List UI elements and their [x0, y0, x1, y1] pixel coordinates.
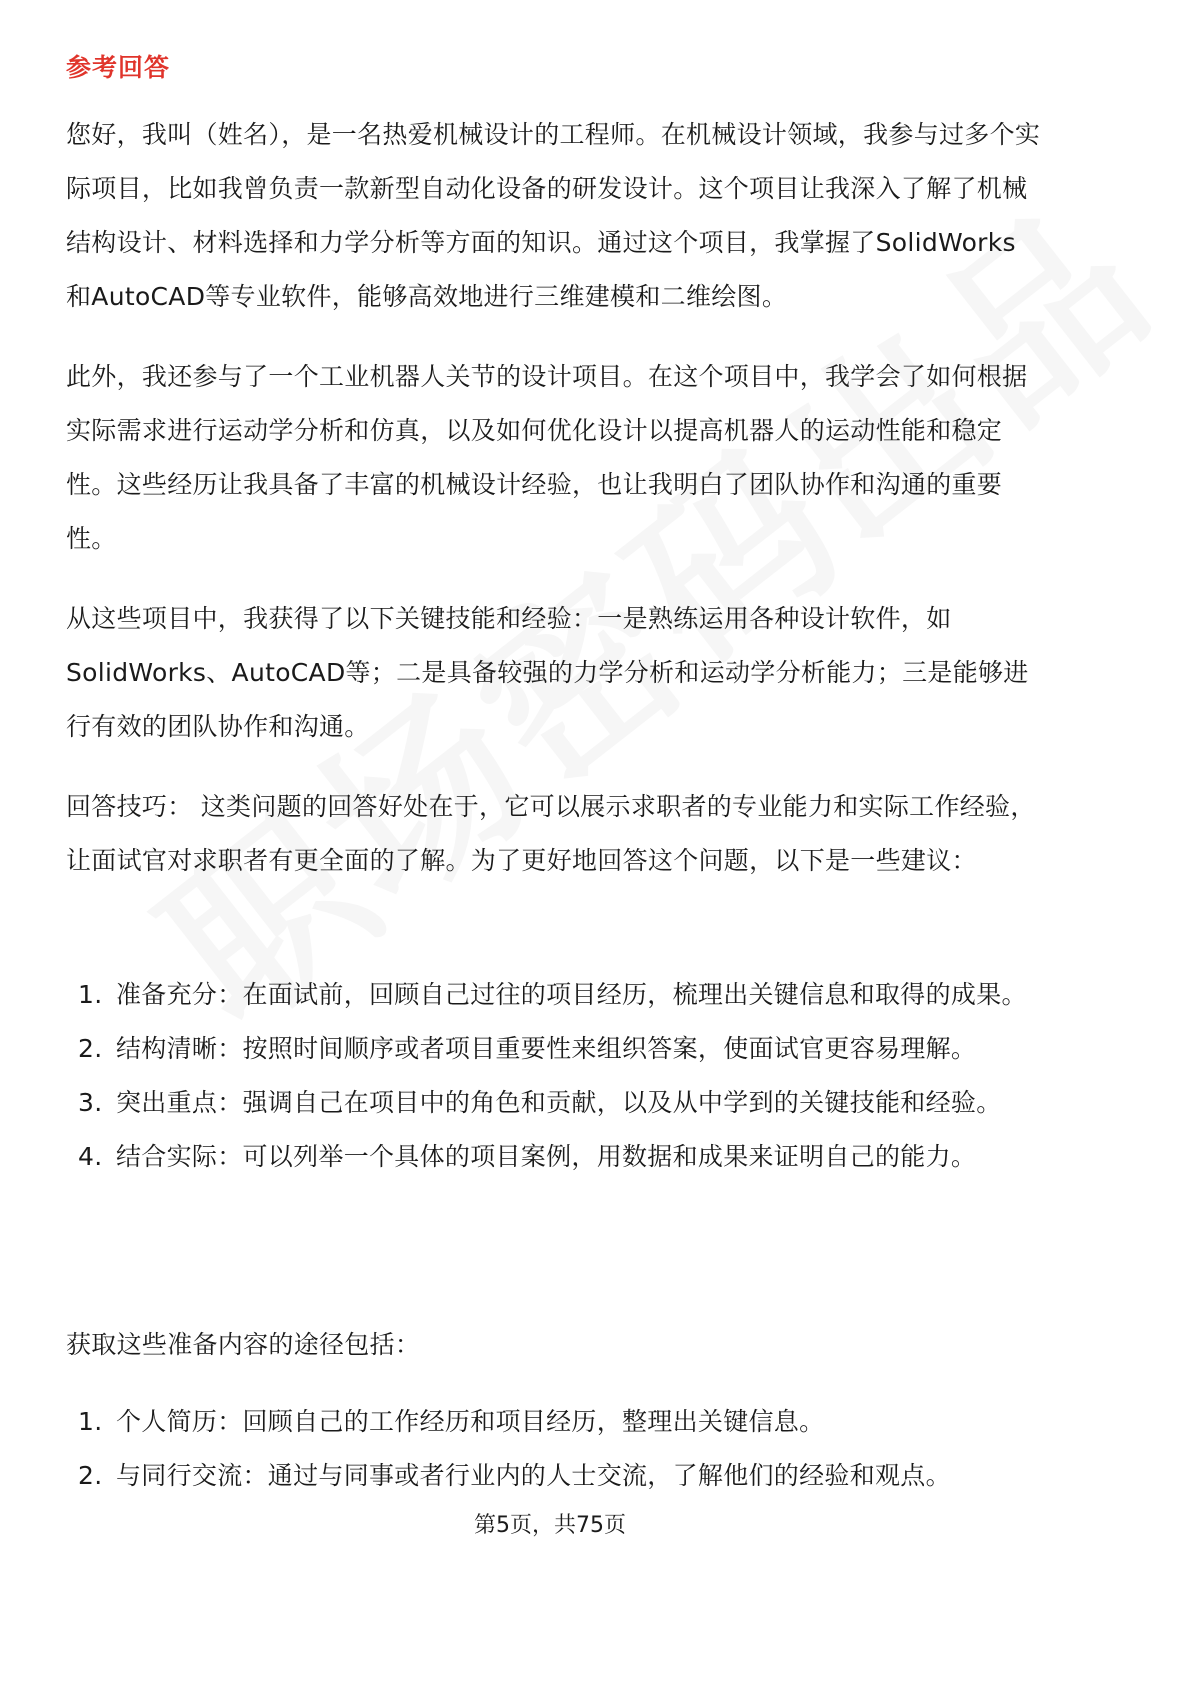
list-item-text: 结合实际：可以列举一个具体的项目案例，用数据和成果来证明自己的能力。 [116, 1142, 977, 1171]
list-item-text: 个人简历：回顾自己的工作经历和项目经历，整理出关键信息。 [116, 1407, 825, 1436]
list-number: 2. [78, 1461, 103, 1490]
ways-list [66, 1395, 1041, 1503]
tips-list [66, 968, 1041, 1184]
section-heading: 参考回答 [66, 53, 171, 82]
paragraph-project-robot: 此外，我还参与了一个工业机器人关节的设计项目。在这个项目中，我学会了如何根据实际需求进行运动学分析和仿真，以及如何优化设计以提高机器人的运动性能和稳定性。这些经历让我具备了丰富的机械设计经验，也让我明白了团队协作和沟通的重要性。 [66, 362, 1028, 553]
list-item [66, 1130, 1041, 1184]
list-item-text: 准备充分：在面试前，回顾自己过往的项目经历，梳理出关键信息和取得的成果。 [116, 980, 1027, 1009]
paragraph-answer-tips: 回答技巧： 这类问题的回答好处在于，它可以展示求职者的专业能力和实际工作经验，让面试官对求职者有更全面的了解。为了更好地回答这个问题，以下是一些建议： [66, 792, 1036, 875]
list-item [66, 1022, 1041, 1076]
paragraph-skills: 从这些项目中，我获得了以下关键技能和经验：一是熟练运用各种设计软件，如SolidWorks、AutoCAD等；二是具备较强的力学分析和运动学分析能力；三是能够进行有效的团队协作和沟通。 [66, 604, 1029, 741]
paragraph-intro: 您好，我叫（姓名），是一名热爱机械设计的工程师。在机械设计领域，我参与过多个实际项目，比如我曾负责一款新型自动化设备的研发设计。这个项目让我深入了解了机械结构设计、材料选择和力学分析等方面的知识。通过这个项目，我掌握了SolidWorks和AutoCAD等专业软件，能够高效地进行三维建模和二维绘图。 [66, 120, 1041, 311]
list-item [66, 968, 1041, 1022]
list-number: 1. [78, 980, 103, 1009]
list-item-text: 结构清晰：按照时间顺序或者项目重要性来组织答案，使面试官更容易理解。 [116, 1034, 977, 1063]
list-item-text: 突出重点：强调自己在项目中的角色和贡献，以及从中学到的关键技能和经验。 [116, 1088, 1002, 1117]
list-item [66, 1395, 1041, 1449]
list-number: 4. [78, 1142, 103, 1171]
page-number-footer: 第5页，共75页 [474, 1513, 626, 1538]
paragraph-ways-intro: 获取这些准备内容的途径包括： [66, 1330, 421, 1359]
list-number: 2. [78, 1034, 103, 1063]
list-item [66, 1076, 1041, 1130]
list-number: 1. [78, 1407, 103, 1436]
list-item-text: 与同行交流：通过与同事或者行业内的人士交流，了解他们的经验和观点。 [116, 1461, 951, 1490]
list-number: 3. [78, 1088, 103, 1117]
list-item [66, 1449, 1041, 1503]
